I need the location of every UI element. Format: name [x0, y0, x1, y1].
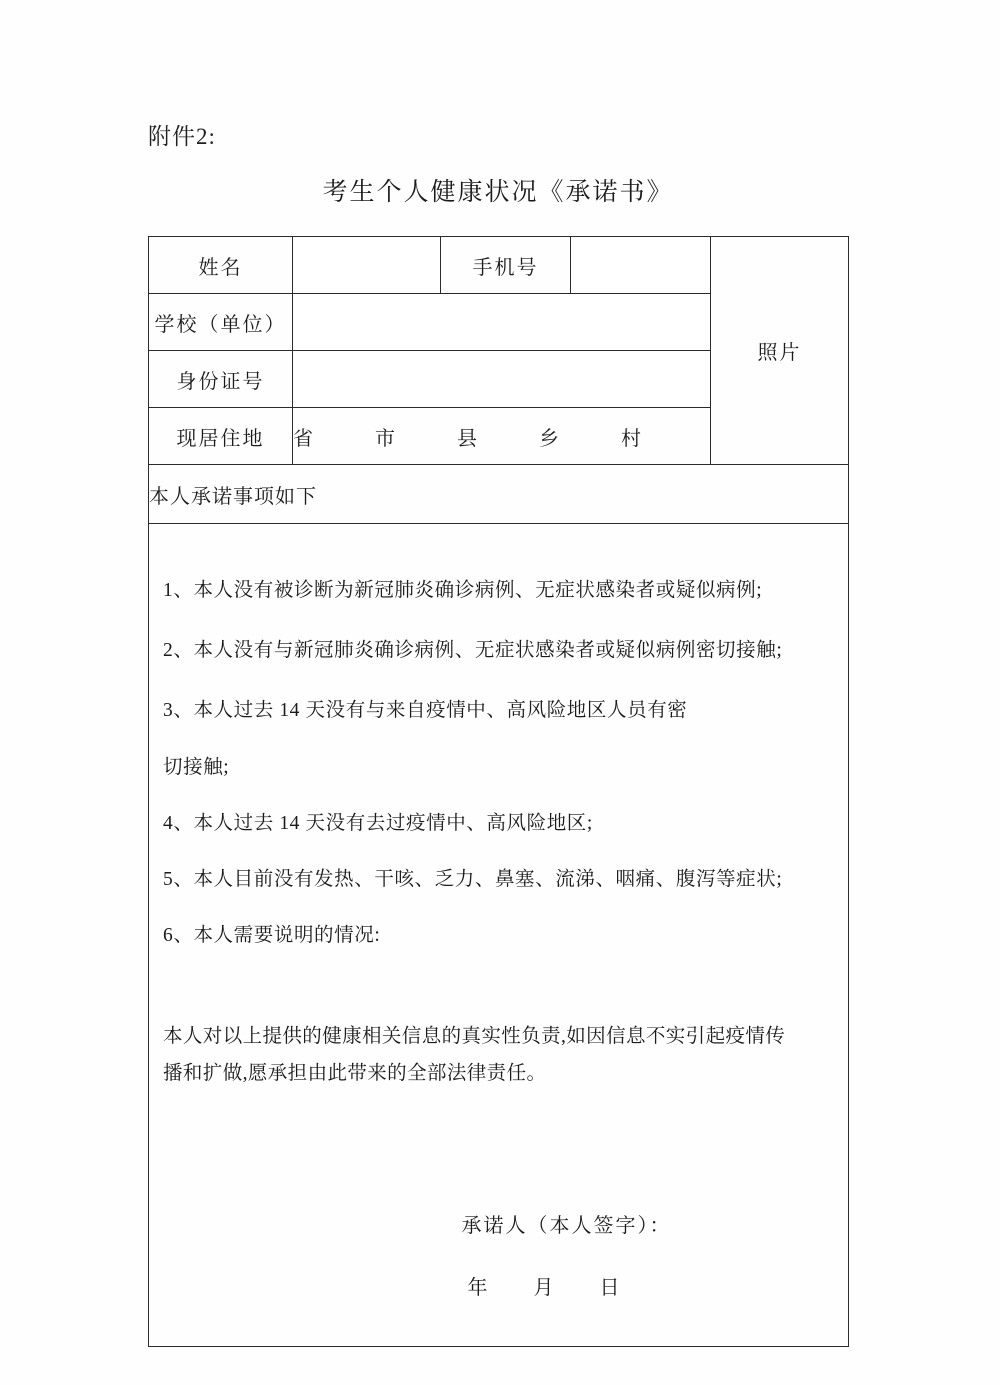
address-unit-province: 省 — [293, 427, 314, 450]
date-unit-month: 月 — [533, 1277, 556, 1299]
id-number-label: 身份证号 — [149, 351, 293, 408]
photo-cell[interactable]: 照片 — [711, 237, 849, 465]
commitment-item-3: 3、本人过去 14 天没有与来自疫情中、高风险地区人员有密 — [163, 700, 688, 722]
date-line[interactable] — [149, 1271, 834, 1300]
address-unit-township: 乡 — [539, 427, 560, 450]
declaration-line-2: 播和扩做,愿承担由此带来的全部法律责任。 — [163, 1062, 547, 1084]
phone-field[interactable] — [571, 237, 711, 294]
commitment-item-4: 4、本人过去 14 天没有去过疫情中、高风险地区; — [163, 812, 593, 834]
address-unit-county: 县 — [457, 427, 478, 450]
page-title: 考生个人健康状况《承诺书》 — [322, 179, 674, 206]
date-unit-day: 日 — [599, 1277, 622, 1299]
attachment-label: 附件2: — [148, 124, 216, 149]
phone-label: 手机号 — [441, 237, 571, 294]
table-row — [149, 237, 849, 294]
school-label: 学校（单位） — [149, 294, 293, 351]
table-row — [149, 524, 849, 1347]
commitment-item-5: 5、本人目前没有发热、干咳、乏力、鼻塞、流涕、咽痛、腹泻等症状; — [163, 869, 783, 891]
name-label: 姓名 — [149, 237, 293, 294]
commitment-item-2: 2、本人没有与新冠肺炎确诊病例、无症状感染者或疑似病例密切接触; — [163, 640, 783, 662]
signer-label[interactable]: 承诺人（本人签字）： — [461, 1215, 672, 1237]
table-row — [149, 465, 849, 524]
commitment-body — [149, 576, 848, 1346]
commitment-item-3-cont: 切接触; — [163, 756, 230, 778]
promise-header: 本人承诺事项如下 — [149, 465, 849, 524]
name-field[interactable] — [293, 237, 441, 294]
address-field[interactable] — [293, 408, 711, 465]
address-unit-village: 村 — [621, 427, 642, 450]
health-commitment-form — [148, 236, 848, 1347]
address-label: 现居住地 — [149, 408, 293, 465]
declaration-line-1: 本人对以上提供的健康相关信息的真实性负责,如因信息不实引起疫情传 — [163, 1025, 786, 1047]
address-unit-city: 市 — [375, 427, 396, 450]
commitment-body-cell — [149, 524, 849, 1347]
date-unit-year: 年 — [467, 1277, 490, 1299]
commitment-item-6: 6、本人需要说明的情况: — [163, 925, 381, 947]
id-number-field[interactable] — [293, 351, 711, 408]
school-field[interactable] — [293, 294, 711, 351]
info-table — [148, 236, 849, 1347]
commitment-item-1: 1、本人没有被诊断为新冠肺炎确诊病例、无症状感染者或疑似病例; — [163, 580, 763, 601]
